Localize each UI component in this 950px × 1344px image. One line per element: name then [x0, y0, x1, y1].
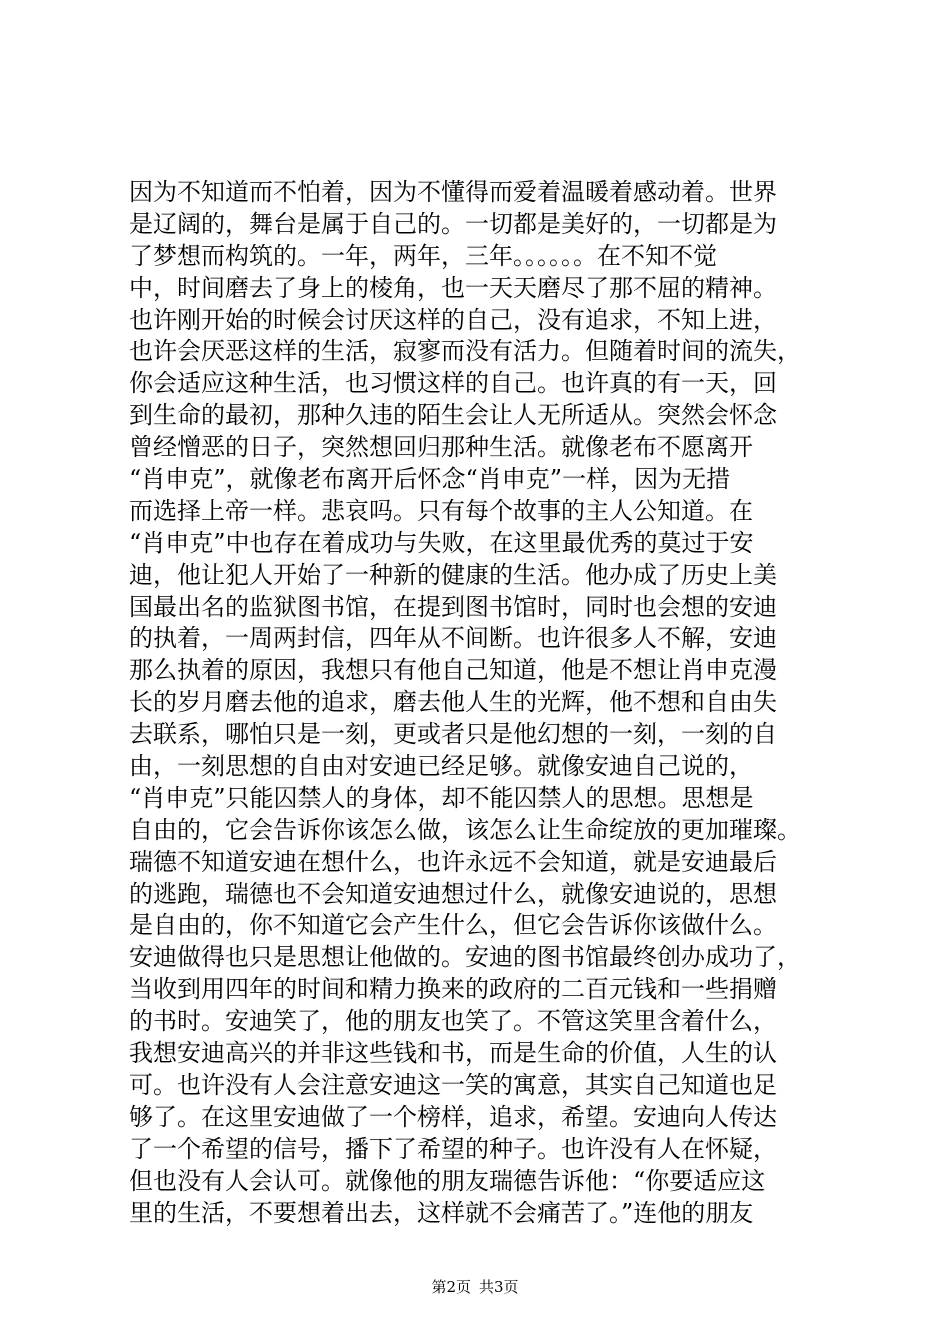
body-paragraph [129, 177, 829, 1229]
text-line: “肖申克”只能囚禁人的身体，却不能囚禁人的思想。思想是 [129, 783, 754, 812]
text-line: 安迪做得也只是思想让他做的。安迪的图书馆最终创办成功了， [129, 943, 801, 972]
text-line: 而选择上帝一样。悲哀吗。只有每个故事的主人公知道。在 [129, 496, 753, 525]
text-line: 够了。在这里安迪做了一个榜样，追求，希望。安迪向人传达 [129, 1102, 777, 1131]
text-line: 自由的，它会告诉你该怎么做，该怎么让生命绽放的更加璀璨。 [129, 815, 801, 844]
text-line: 由，一刻思想的自由对安迪已经足够。就像安迪自己说的， [129, 752, 753, 781]
text-line: 也许会厌恶这样的生活，寂寥而没有活力。但随着时间的流失， [129, 337, 801, 366]
page-total: 共3页 [479, 1278, 519, 1296]
text-line: 了一个希望的信号，播下了希望的种子。也许没有人在怀疑， [129, 1134, 777, 1163]
text-line: 的书时。安迪笑了，他的朋友也笑了。不管这笑里含着什么， [129, 1007, 777, 1036]
text-line: 瑞德不知道安迪在想什么，也许永远不会知道，就是安迪最后 [129, 847, 777, 876]
text-line: 那么执着的原因，我想只有他自己知道，他是不想让肖申克漫 [129, 656, 777, 685]
text-line: 也许刚开始的时候会讨厌这样的自己，没有追求，不知上进， [129, 305, 777, 334]
text-line: 是辽阔的，舞台是属于自己的。一切都是美好的，一切都是为 [129, 209, 777, 238]
text-line: 到生命的最初，那种久违的陌生会让人无所适从。突然会怀念 [129, 401, 777, 430]
text-line: 当收到用四年的时间和精力换来的政府的二百元钱和一些捐赠 [129, 975, 777, 1004]
text-line: 了梦想而构筑的。一年，两年，三年。。。。。。在不知不觉 [129, 241, 717, 270]
text-line: 但也没有人会认可。就像他的朋友瑞德告诉他：“你要适应这 [129, 1166, 766, 1195]
text-line: “肖申克”，就像老布离开后怀念“肖申克”一样，因为无措 [129, 465, 731, 494]
text-line: 迪，他让犯人开始了一种新的健康的生活。他办成了历史上美 [129, 560, 777, 589]
page-number: 第2页 [431, 1278, 471, 1296]
page-footer [0, 1277, 950, 1297]
text-line: 里的生活，不要想着出去，这样就不会痛苦了。”连他的朋友 [129, 1198, 754, 1227]
text-line: 国最出名的监狱图书馆，在提到图书馆时，同时也会想的安迪 [129, 592, 777, 621]
text-line: 的逃跑，瑞德也不会知道安迪想过什么，就像安迪说的，思想 [129, 879, 777, 908]
text-line: 的执着，一周两封信，四年从不间断。也许很多人不解，安迪 [129, 624, 777, 653]
text-line: 可。也许没有人会注意安迪这一笑的寓意，其实自己知道也足 [129, 1070, 777, 1099]
text-line: 我想安迪高兴的并非这些钱和书，而是生命的价值，人生的认 [129, 1039, 777, 1068]
text-line: 长的岁月磨去他的追求，磨去他人生的光辉，他不想和自由失 [129, 688, 777, 717]
text-line: 因为不知道而不怕着，因为不懂得而爱着温暖着感动着。世界 [129, 178, 777, 206]
text-line: “肖申克”中也存在着成功与失败，在这里最优秀的莫过于安 [129, 528, 754, 557]
text-line: 是自由的，你不知道它会产生什么，但它会告诉你该做什么。 [129, 911, 777, 940]
text-line: 曾经憎恶的日子，突然想回归那种生活。就像老布不愿离开 [129, 433, 753, 462]
text-line: 你会适应这种生活，也习惯这样的自己。也许真的有一天，回 [129, 369, 777, 398]
text-line: 去联系，哪怕只是一刻，更或者只是他幻想的一刻，一刻的自 [129, 720, 777, 749]
text-line: 中，时间磨去了身上的棱角，也一天天磨尽了那不屈的精神。 [129, 273, 777, 302]
